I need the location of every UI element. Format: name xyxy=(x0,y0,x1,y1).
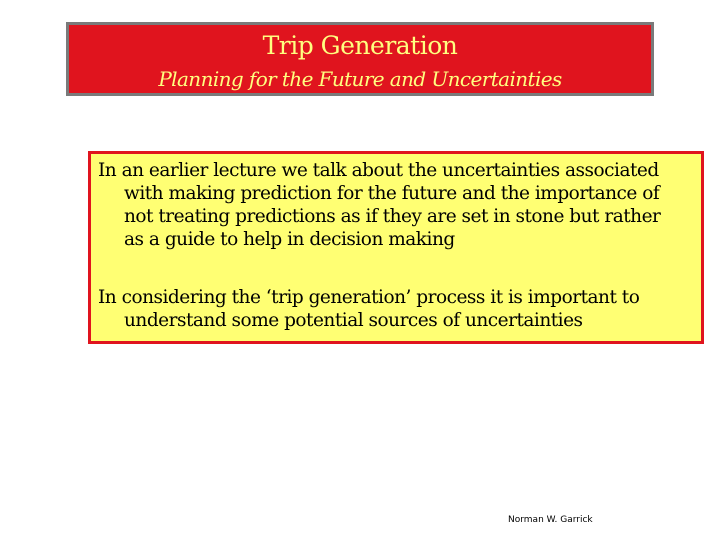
paragraph-line: with making prediction for the future and the importance of xyxy=(124,183,660,204)
footer-author: Norman W. Garrick xyxy=(508,515,593,525)
slide-title: Trip Generation xyxy=(262,31,458,60)
paragraph-line: In considering the ‘trip generation’ process it is important to xyxy=(98,287,640,308)
content-box xyxy=(88,151,704,344)
paragraph-uncertainties-lecture xyxy=(98,159,702,251)
paragraph-line: In an earlier lecture we talk about the uncertainties associated xyxy=(98,160,659,181)
paragraph-line: as a guide to help in decision making xyxy=(124,229,455,250)
paragraph-line: not treating predictions as if they are set in stone but rather xyxy=(124,206,661,227)
paragraph-line: understand some potential sources of uncertainties xyxy=(124,310,583,331)
slide-subtitle: Planning for the Future and Uncertainties xyxy=(158,67,562,91)
title-banner xyxy=(66,22,654,96)
paragraph-trip-generation xyxy=(98,286,702,332)
